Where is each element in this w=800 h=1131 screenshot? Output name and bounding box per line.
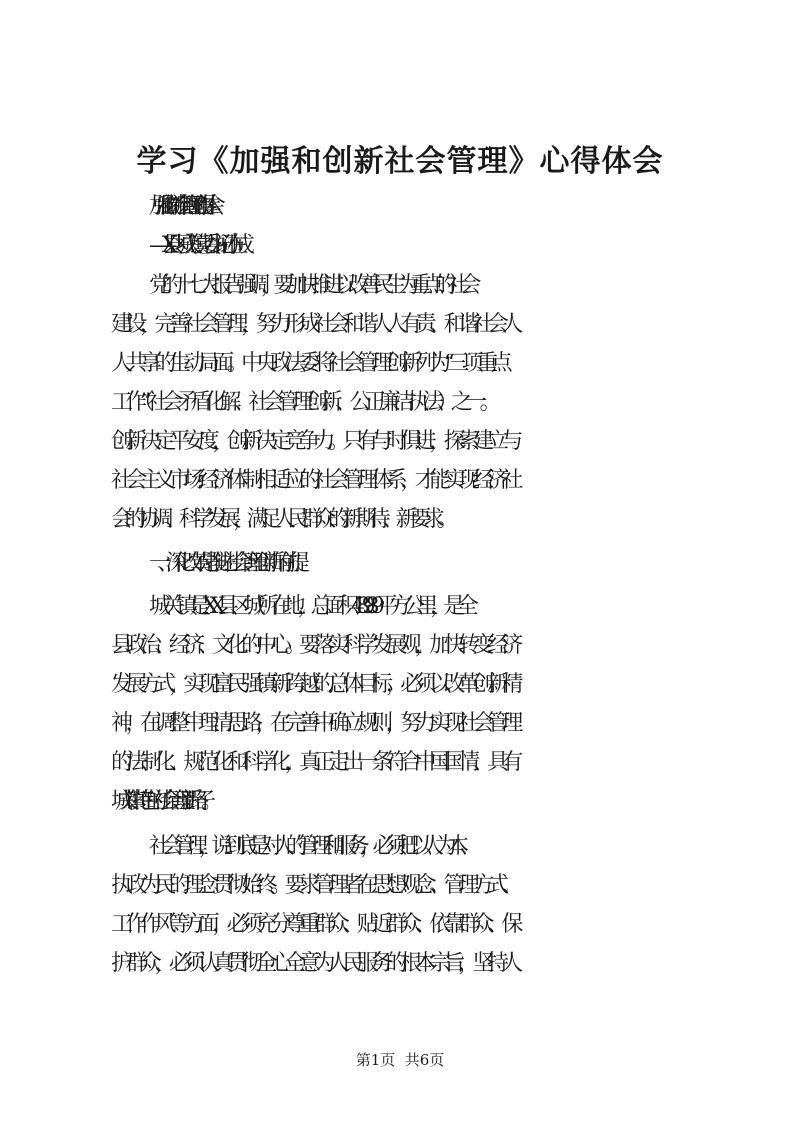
section-heading-1: 一、深化改革是推进社会管理创新的前提 (149, 551, 297, 576)
paragraph-1-line-2: 建设，完善社会管理，努力形成社会和谐人人有责、和谐社会人 (111, 312, 516, 337)
paragraph-1-line-3: 人共享的生动局面。中央政法委将社会管理创新列为“三项重点 (111, 351, 506, 376)
paragraph-1-line-7: 会的协调、科学发展，满足人民群众的新期待、新要求。 (111, 507, 451, 532)
paragraph-3-line-4: 神，在调整中理清思路，在完善中确立规则，努力实现社会管理 (111, 711, 516, 736)
paragraph-1-line-5: 创新决定平安度，创新决定竞争力。只有与时俱进，探索建立与 (111, 429, 516, 454)
document-subtitle: 加强和创新社会管理的心得体会 (149, 194, 208, 219)
document-author: ——XX县区城关镇党委书记孙在成 (149, 233, 240, 258)
page-number-footer: 第1页 共6页 (355, 1051, 445, 1069)
paragraph-3-line-2: 县政治、经济、文化的中心。要落实科学发展观，加快转变经济 (111, 633, 516, 658)
paragraph-3-line-5: 的法制化、规范化和科学化，真正走出一条符合中国国情、具有 (111, 750, 516, 775)
paragraph-4-line-2: 执政为民的理念贯彻始终。要求管理者在思想观念、管理方式、 (111, 873, 516, 898)
paragraph-3-line-3: 发展方式，实现富民强镇新跨越的总体目标，必须以改革创新精 (111, 672, 516, 697)
paragraph-1-line-4: 工作”（社会矛盾化解、社会管理创新、公正廉洁执法）之一。 (111, 390, 495, 415)
paragraph-4-line-4: 护群众，必须认真贯彻全心全意为人民服务的根本宗旨，坚持人 (111, 951, 516, 976)
paragraph-1-line-1: 党的十七大报告强调，要加快推进以改善民生为重点的社会 (149, 273, 472, 298)
paragraph-1-line-6: 社会主义市场经济体制相适应的社会管理体系，才能实现经济社 (111, 468, 516, 493)
document-title: 学习《加强和创新社会管理》心得体会 (136, 144, 664, 179)
paragraph-4-line-1: 社会管理，说到底是对人的管理和服务，必须把以人为本、 (149, 834, 472, 859)
paragraph-3-line-6: 城关镇特色的社会管理新路子。 (111, 789, 209, 814)
paragraph-4-line-3: 工作作风等方面，必须充分尊重群众、贴近群众、依靠群众、保 (111, 912, 516, 937)
paragraph-3-line-1: 城关镇是XX县区城所在地，总面积489.89平方公里，是全 (149, 594, 471, 619)
